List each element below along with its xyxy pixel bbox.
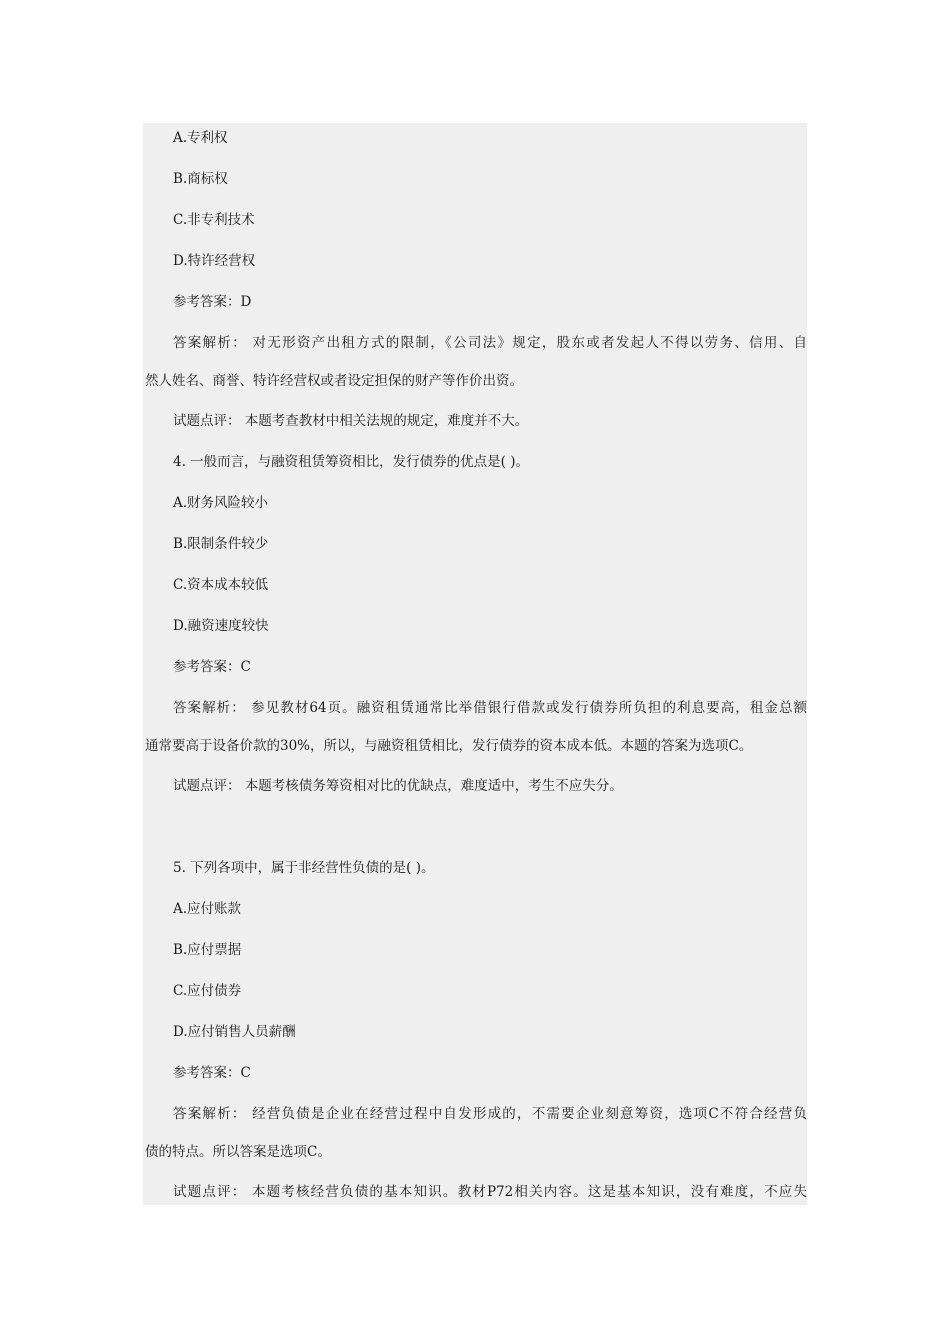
q3-analysis-line2: 然人姓名、商誉、特许经营权或者设定担保的财产等作价出资。 — [145, 373, 523, 389]
q5-analysis-line1: 答案解析： 经营负债是企业在经营过程中自发形成的，不需要企业刻意筹资，选项C不符合经营负 — [173, 1106, 807, 1122]
q3-comment: 试题点评： 本题考查教材中相关法规的规定，难度并不大。 — [173, 413, 529, 429]
q5-comment: 试题点评： 本题考核经营负债的基本知识。教材P72相关内容。这是基本知识，没有难度，不应失 — [173, 1184, 807, 1200]
q5-option-a: A.应付账款 — [173, 901, 242, 917]
q4-question: 4. 一般而言，与融资租赁筹资相比，发行债券的优点是( )。 — [173, 454, 529, 470]
q4-option-d: D.融资速度较快 — [173, 618, 269, 634]
q5-option-d: D.应付销售人员薪酬 — [173, 1024, 296, 1040]
q5-answer: 参考答案：C — [173, 1065, 251, 1081]
q5-option-c: C.应付债券 — [173, 983, 242, 999]
q4-answer: 参考答案：C — [173, 659, 251, 675]
q3-option-d: D.特许经营权 — [173, 253, 256, 269]
q3-option-c: C.非专利技术 — [173, 212, 255, 228]
q5-analysis-line2: 债的特点。所以答案是选项C。 — [145, 1144, 331, 1160]
q3-option-a: A.专利权 — [173, 130, 228, 146]
q4-analysis-line2: 通常要高于设备价款的30%，所以，与融资租赁相比，发行债券的资本成本低。本题的答案为选项C。 — [145, 738, 753, 754]
q4-analysis-line1: 答案解析： 参见教材64页。融资租赁通常比举借银行借款或发行债券所负担的利息要高，租金总额 — [173, 700, 807, 716]
q3-analysis-line1: 答案解析： 对无形资产出租方式的限制，《公司法》规定，股东或者发起人不得以劳务、信用、自 — [173, 335, 807, 351]
q4-comment: 试题点评： 本题考核债务筹资相对比的优缺点，难度适中，考生不应失分。 — [173, 778, 623, 794]
q4-option-c: C.资本成本较低 — [173, 577, 269, 593]
q3-option-b: B.商标权 — [173, 171, 228, 187]
q5-question: 5. 下列各项中，属于非经营性负债的是( )。 — [173, 860, 435, 876]
q4-option-a: A.财务风险较小 — [173, 495, 269, 511]
q5-option-b: B.应付票据 — [173, 942, 242, 958]
q3-answer: 参考答案：D — [173, 294, 252, 310]
q4-option-b: B.限制条件较少 — [173, 536, 269, 552]
